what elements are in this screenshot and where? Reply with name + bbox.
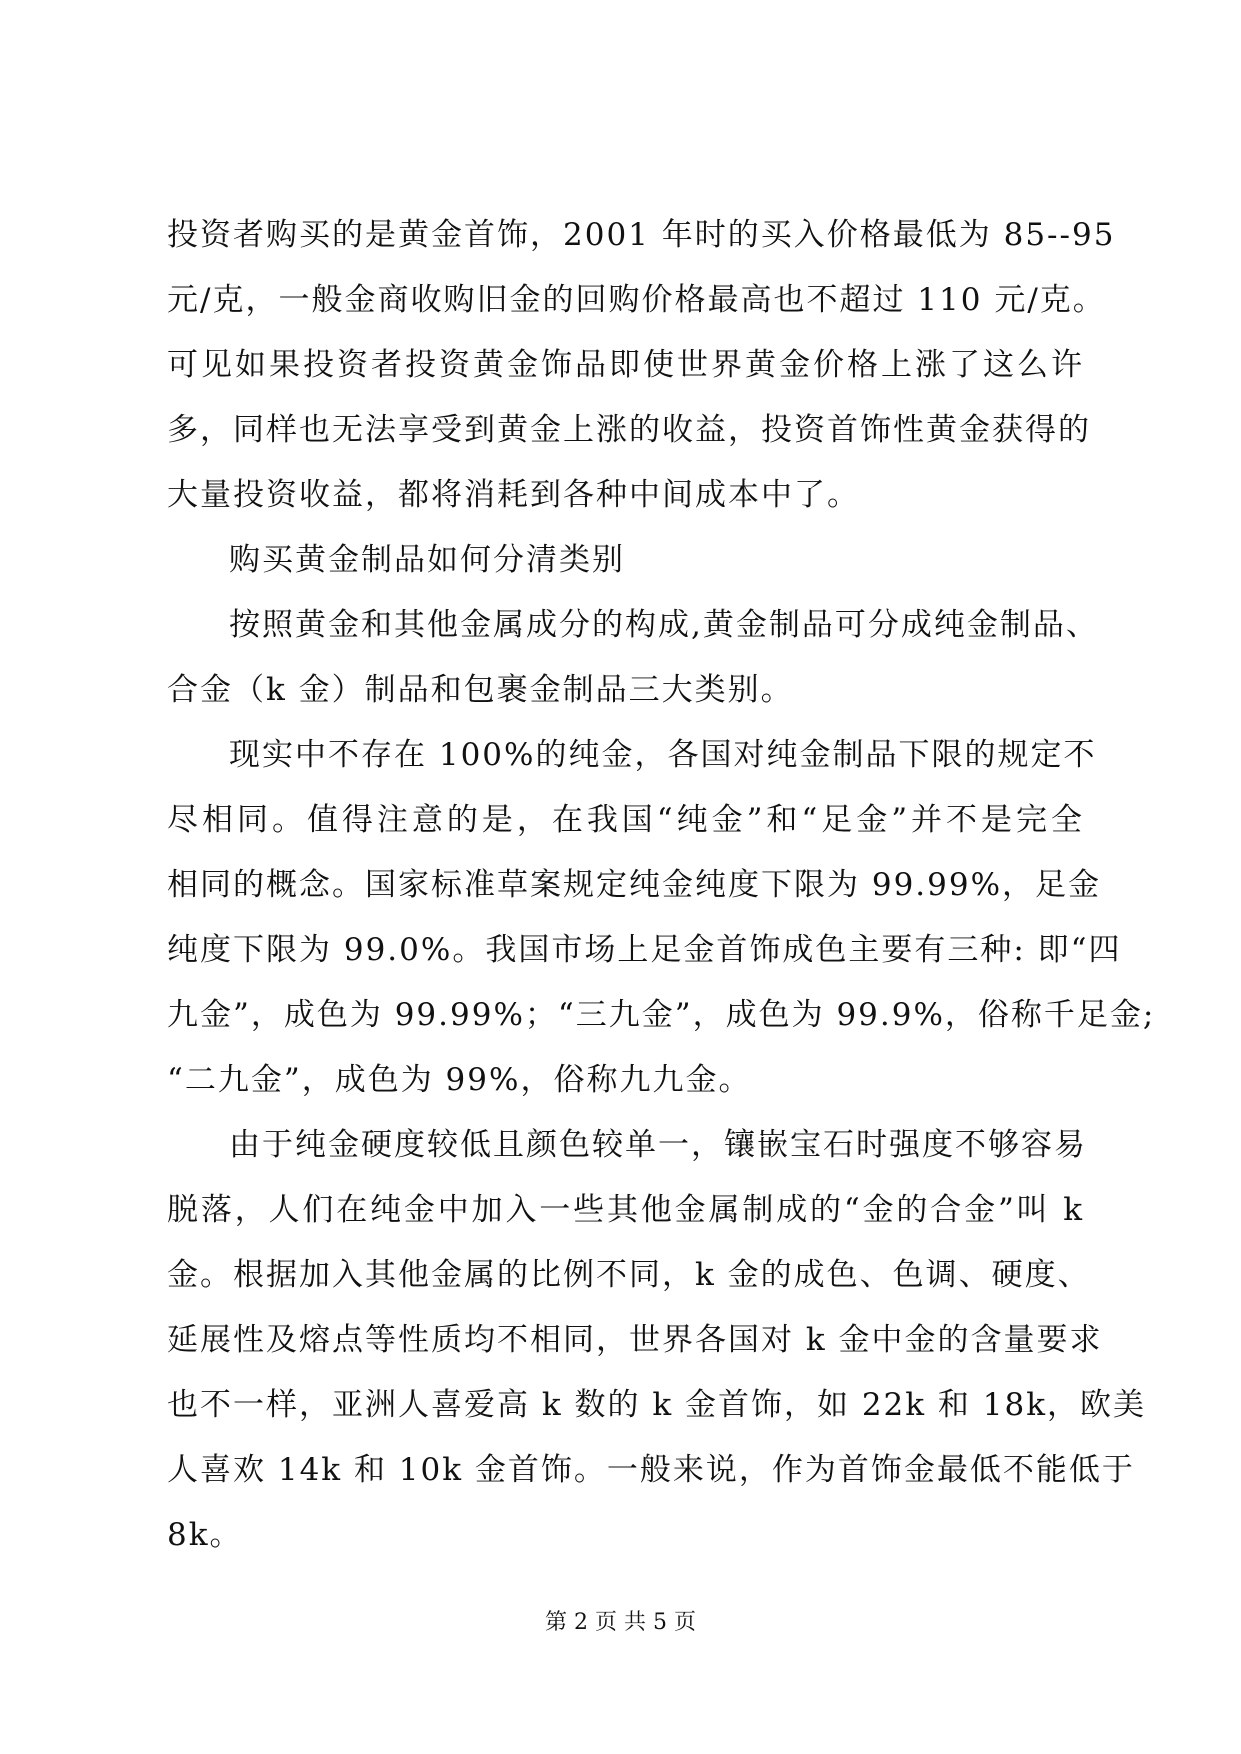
text-line: 8k。	[167, 1517, 243, 1553]
text-line: 人喜欢 14k 和 10k 金首饰。一般来说，作为首饰金最低不能低于	[167, 1452, 1135, 1488]
text-line: 合金（k 金）制品和包裹金制品三大类别。	[167, 672, 794, 708]
page-footer: 第 2 页 共 5 页	[545, 1610, 696, 1635]
text-line: 由于纯金硬度较低且颜色较单一，镶嵌宝石时强度不够容易	[229, 1127, 1087, 1163]
text-line: “二九金”，成色为 99%，俗称九九金。	[167, 1062, 752, 1098]
text-line: 相同的概念。国家标准草案规定纯金纯度下限为 99.99%，足金	[167, 867, 1102, 903]
text-line: 也不一样，亚洲人喜爱高 k 数的 k 金首饰，如 22k 和 18k，欧美	[167, 1387, 1147, 1423]
text-line: 按照黄金和其他金属成分的构成,黄金制品可分成纯金制品、	[229, 607, 1099, 643]
document-body	[167, 203, 1156, 1568]
text-line: 现实中不存在 100%的纯金，各国对纯金制品下限的规定不	[229, 737, 1097, 773]
section-heading: 购买黄金制品如何分清类别	[229, 542, 625, 578]
text-line: 元/克，一般金商收购旧金的回购价格最高也不超过 110 元/克。	[167, 282, 1106, 318]
text-line: 纯度下限为 99.0%。我国市场上足金首饰成色主要有三种: 即“四	[167, 932, 1122, 968]
text-line: 可见如果投资者投资黄金饰品即使世界黄金价格上涨了这么许	[167, 347, 1084, 383]
text-line: 金。根据加入其他金属的比例不同，k 金的成色、色调、硬度、	[167, 1257, 1091, 1293]
text-line: 大量投资收益，都将消耗到各种中间成本中了。	[167, 477, 860, 513]
text-line: 延展性及熔点等性质均不相同，世界各国对 k 金中金的含量要求	[167, 1322, 1103, 1358]
text-line: 九金”，成色为 99.99%；“三九金”，成色为 99.9%，俗称千足金;	[167, 997, 1156, 1033]
text-line: 脱落，人们在纯金中加入一些其他金属制成的“金的合金”叫 k	[167, 1192, 1084, 1228]
text-line: 投资者购买的是黄金首饰，2001 年时的买入价格最低为 85--95	[167, 217, 1116, 253]
text-line: 尽相同。值得注意的是，在我国“纯金”和“足金”并不是完全	[167, 802, 1084, 838]
text-line: 多，同样也无法享受到黄金上涨的收益，投资首饰性黄金获得的	[167, 412, 1091, 448]
